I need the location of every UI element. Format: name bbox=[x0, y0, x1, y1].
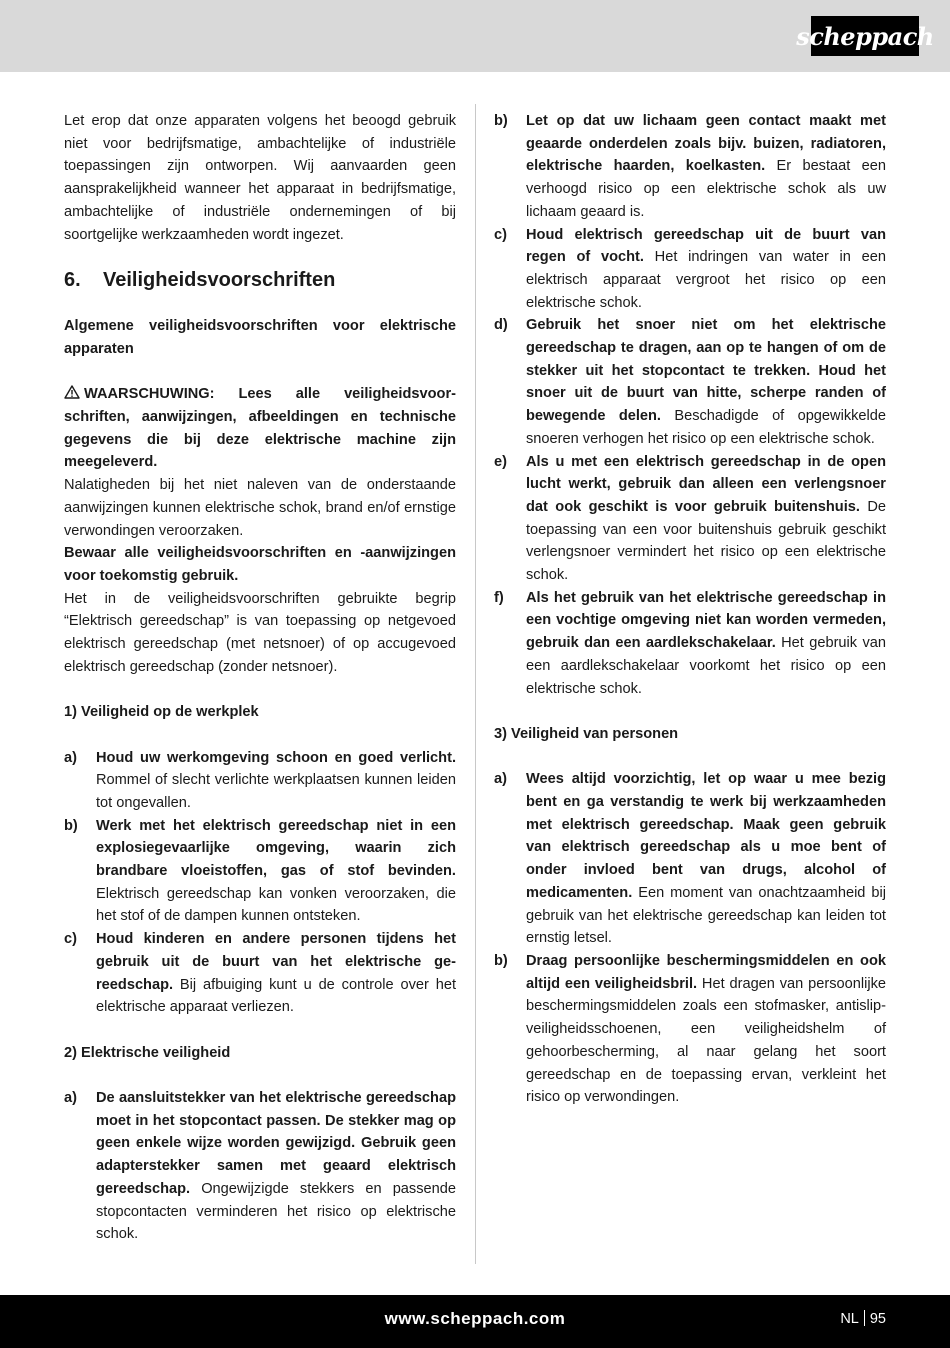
item-text bbox=[526, 224, 886, 315]
item-bold-text: Draag persoonlijke beschermingsmiddelen en ook altijd een veiligheidsbril. bbox=[526, 952, 886, 992]
term-definition-text: Het in de veiligheidsvoorschriften gebruikte begrip “Elektrisch gereedschap” is van toepassing op netgevoed elektrisch gereedschap (met netsnoer) of op accugevoed elektrisch gereedschap (zonder netsnoer). bbox=[64, 590, 456, 675]
list-item bbox=[494, 224, 886, 315]
warning-triangle-icon bbox=[64, 385, 80, 399]
item-label: e) bbox=[494, 453, 507, 470]
item-label: b) bbox=[494, 952, 508, 969]
item-label: c) bbox=[64, 931, 77, 948]
right-column bbox=[494, 110, 886, 1109]
item-label: c) bbox=[494, 226, 507, 243]
item-normal-text: Een moment van onachtzaamheid bij gebruik van het elektrische gereedschap kan leiden tot ernstig letsel. bbox=[526, 884, 886, 947]
item-bold-text: Gebruik het snoer niet om het elektrische gereedschap te dragen, aan op te hangen of om de stekker uit het stopcontact te trekken. Houd het snoer uit de buurt van hitte, scherpe randen of bewegende delen. bbox=[526, 317, 886, 425]
warning-bold-text: WAARSCHUWING: Lees alle veiligheidsvoorschriften, aanwijzingen, afbeeldingen en technische gegevens die bij deze elektrische machine zijn meegeleverd. bbox=[64, 386, 456, 471]
list-item bbox=[494, 587, 886, 701]
list-item bbox=[494, 110, 886, 224]
item-label: a) bbox=[494, 771, 507, 788]
section-title: Veiligheidsvoorschriften bbox=[103, 269, 336, 292]
item-normal-text: Het indringen van water in een elektrisch apparaat vergroot het risico op een elektrische schok. bbox=[526, 249, 886, 311]
left-column bbox=[64, 110, 456, 1246]
item-label: b) bbox=[494, 113, 508, 129]
item-label: f) bbox=[494, 589, 504, 606]
item-text bbox=[526, 314, 886, 450]
item-normal-text: Beschadigde of opgewikkelde snoeren verhogen het risico op een elektrische schok. bbox=[526, 408, 887, 447]
item-bold-text: Als het gebruik van het elektrische gereedschap in een vochtige omgeving niet kan worden vermeden, gebruik dan een aardlekschakelaar. bbox=[526, 589, 886, 652]
item-label: b) bbox=[64, 817, 78, 834]
list-item bbox=[494, 950, 886, 1109]
item-normal-text: Er bestaat een verhoogd risico op een elektrische schok als uw lichaam geaard is. bbox=[526, 158, 886, 220]
item-bold-text: Houd elektrisch gereedschap uit de buurt van regen of vocht. bbox=[526, 226, 886, 266]
item-text bbox=[526, 768, 886, 950]
footer-bar bbox=[0, 1295, 950, 1348]
item-label: a) bbox=[64, 749, 77, 766]
item-text bbox=[526, 950, 886, 1109]
item-bold-text: Als u met een elektrisch gereedschap in de open lucht werkt, gebruik dan alleen een verlengsnoer dat ook geschikt is voor gebruik buitenshuis. bbox=[526, 453, 886, 515]
item-normal-text: Het gebruik van een aardlekschakelaar voorkomt het risico op een elektrische schok. bbox=[526, 635, 886, 697]
item-label: a) bbox=[64, 1090, 77, 1107]
item-bold-text: De aansluitstekker van het elektrische gereedschap moet in het stopcontact passen. De stekker mag op geen enkele wijze worden gewijzigd. Gebruik geen adapterstekker samen met geaard elektrisch gereedschap. bbox=[96, 1090, 456, 1197]
item-normal-text: Het dragen van persoonlijke beschermingsmiddelen zoals een stofmasker, antislip-veiligheidsschoenen, een veiligheidshelm of gehoorbescherming, al naar gelang het soort gereedschap en de toepassing ervan, verkleint het risico op verwondingen. bbox=[526, 975, 887, 1106]
item-normal-text: Bij afbuiging kunt u de controle over het elektrische apparaat verliezen. bbox=[96, 976, 456, 1016]
list-item bbox=[64, 747, 456, 815]
list-item bbox=[64, 1087, 456, 1246]
brand-logo: scheppach bbox=[811, 16, 919, 56]
item-text bbox=[526, 587, 886, 701]
item-bold-text: Wees altijd voorzichtig, let op waar u mee bezig bent en ga verstandig te werk bij werkzaamheden met elektrisch gereedschap. Maak geen gebruik van elektrisch gereedschap als u moe bent of onder invloed bent van drugs, alcohol of medicamenten. bbox=[526, 771, 886, 901]
electrical-heading: 2) Elektrische veiligheid bbox=[64, 1044, 231, 1061]
persons-heading: 3) Veiligheid van personen bbox=[494, 725, 679, 742]
list-item bbox=[64, 815, 456, 929]
language-code: NL bbox=[840, 1311, 859, 1327]
item-text bbox=[96, 1087, 456, 1246]
list-item bbox=[64, 928, 456, 1019]
item-text bbox=[526, 451, 886, 587]
item-normal-text: De toepassing van een voor buitenshuis gebruik geschikt verlengsnoer vermindert het risico op een elektrische schok. bbox=[526, 498, 886, 584]
list-item bbox=[494, 451, 886, 587]
workplace-heading: 1) Veiligheid op de werkplek bbox=[64, 704, 259, 721]
section-heading bbox=[64, 268, 456, 292]
item-bold-text: Houd uw werkomgeving schoon en goed verlicht. bbox=[96, 749, 456, 766]
item-text bbox=[526, 110, 886, 224]
item-bold-text: Houd kinderen en andere personen tijdens het gebruik uit de buurt van het elektrische gereedschap. bbox=[96, 931, 456, 993]
item-bold-text: Werk met het elektrisch gereedschap niet in een explosiegevaarlijke omgeving, waarin zich brandbare vloeistoffen, gas of stof bevinden. bbox=[96, 817, 456, 880]
section-number: 6. bbox=[64, 269, 81, 292]
item-text bbox=[96, 928, 456, 1019]
item-text bbox=[96, 747, 456, 815]
item-normal-text: Elektrisch gereedschap kan vonken veroorzaken, die het stof of de dampen kunnen ontsteken. bbox=[96, 885, 456, 925]
warning-consequence-text: Nalatigheden bij het niet naleven van de onderstaande aanwijzingen kunnen elektrische schok, brand en/of ernstige verwondingen veroorzaken. bbox=[64, 477, 456, 539]
list-item bbox=[494, 314, 886, 450]
item-normal-text: Ongewijzigde stekkers en passende stopcontacten verminderen het risico op elektrische schok. bbox=[96, 1180, 456, 1243]
page-indicator bbox=[840, 1310, 886, 1327]
page-number: 95 bbox=[869, 1311, 886, 1327]
column-divider bbox=[475, 104, 476, 1264]
item-bold-text: Let op dat uw lichaam geen contact maakt met geaarde onderdelen zoals bijv. buizen, radiatoren, elektrische haarden, koelkasten. bbox=[526, 113, 886, 175]
page-separator bbox=[864, 1310, 865, 1326]
general-safety-heading: Algemene veiligheidsvoorschriften voor elektrische apparaten bbox=[64, 318, 456, 357]
item-text bbox=[96, 815, 456, 929]
warning-block bbox=[64, 383, 456, 474]
keep-instructions-text: Bewaar alle veiligheidsvoorschriften en -aanwijzingen voor toekomstig gebruik. bbox=[64, 545, 456, 584]
list-item bbox=[494, 768, 886, 950]
item-label: d) bbox=[494, 317, 508, 334]
website-link[interactable]: www.scheppach.com bbox=[384, 1309, 566, 1328]
item-normal-text: Rommel of slecht verlichte werkplaatsen kunnen leiden tot ongevallen. bbox=[96, 772, 456, 811]
intro-paragraph: Let erop dat onze apparaten volgens het beoogd gebruik niet voor bedrijfsmatige, ambachtelijke of industriële toepassingen zijn ontworpen. Wij aanvaarden geen aansprakelijkheid wanneer het apparaat in bedrijfsmatige, ambachtelijke of industriële ondernemingen of bij soortgelijke werkzaamheden wordt ingezet. bbox=[64, 113, 456, 243]
